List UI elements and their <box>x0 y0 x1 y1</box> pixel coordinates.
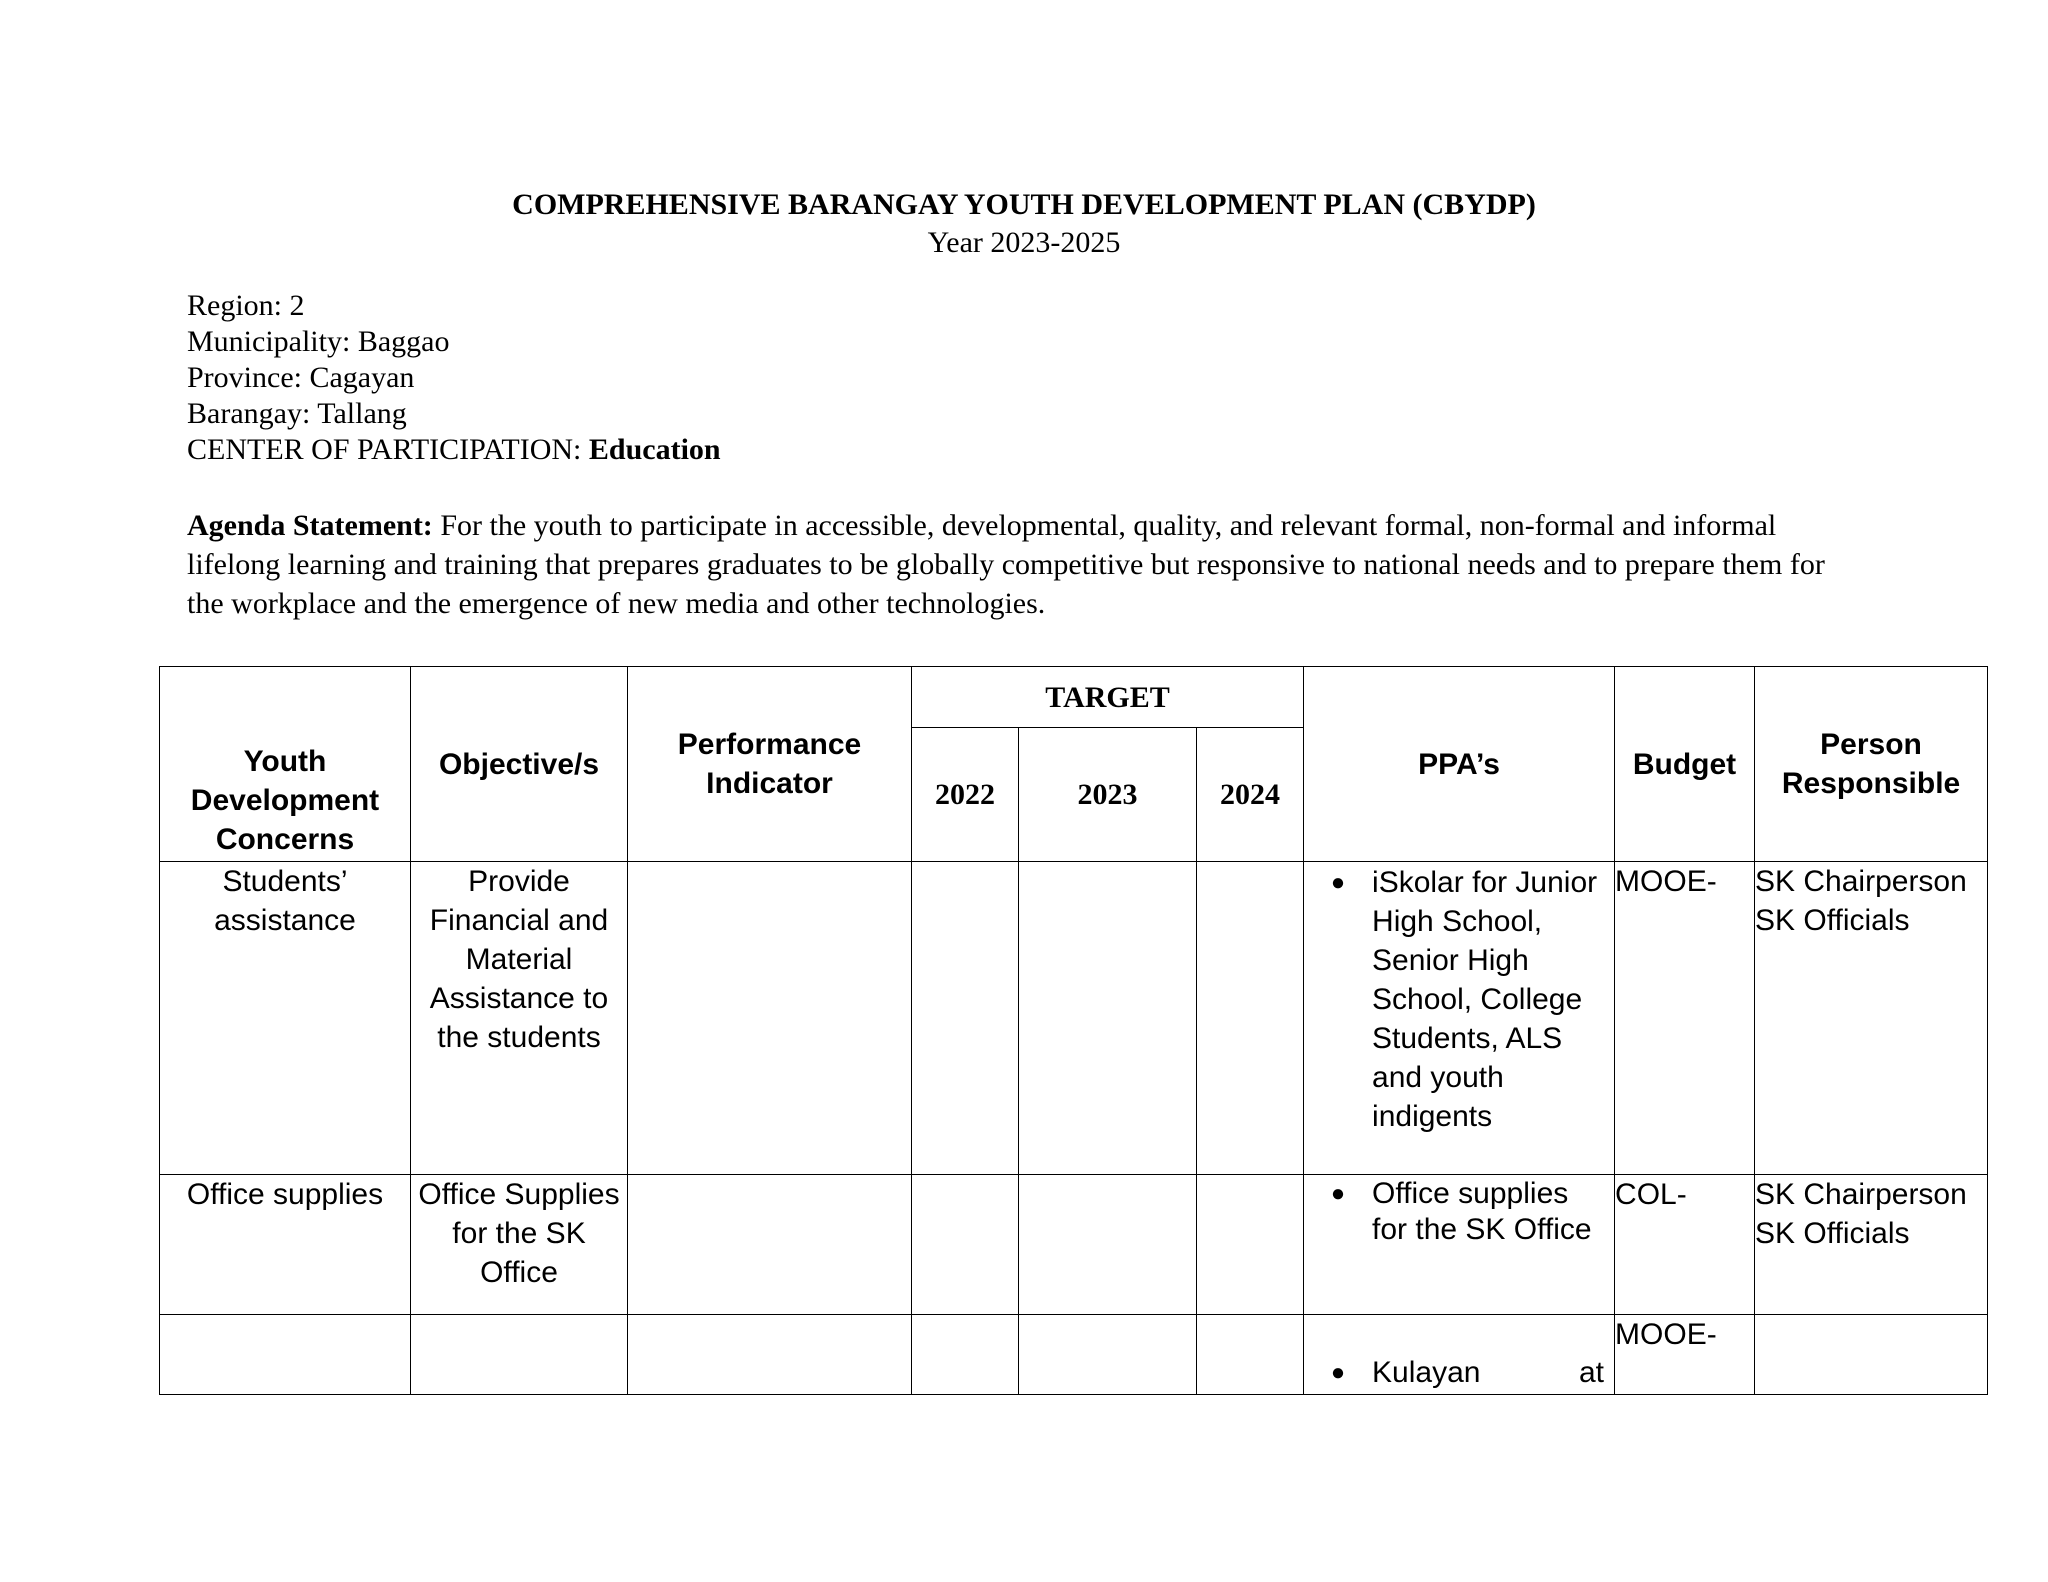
objective-cell: Provide Financial and Material Assistance to the students <box>411 862 628 1175</box>
header-year-2023: 2023 <box>1019 728 1197 862</box>
concern-cell: Students’ assistance <box>160 862 411 1175</box>
header-person-responsible: Person Responsible <box>1755 667 1988 862</box>
table-row <box>160 1315 1988 1395</box>
ppa-item <box>1304 1175 1614 1248</box>
province-line: Province: Cagayan <box>187 361 415 394</box>
header-year-2024: 2024 <box>1197 728 1304 862</box>
person-line: SK Officials <box>1755 904 1910 937</box>
indicator-cell <box>628 1175 912 1315</box>
concern-cell <box>160 1315 411 1395</box>
ppa-word: at <box>1579 1356 1605 1389</box>
target-2023-cell <box>1019 1315 1197 1395</box>
target-2024-cell <box>1197 1315 1304 1395</box>
agenda-label: Agenda Statement: <box>187 509 433 542</box>
header-target: TARGET <box>912 667 1304 728</box>
ppa-word: Kulayan <box>1372 1356 1481 1389</box>
document-title: COMPREHENSIVE BARANGAY YOUTH DEVELOPMENT PLAN (CBYDP) <box>512 188 1536 221</box>
header-budget: Budget <box>1615 667 1755 862</box>
center-of-participation-line <box>187 432 721 468</box>
region-line: Region: 2 <box>187 289 305 322</box>
barangay-line: Barangay: Tallang <box>187 397 407 430</box>
ppa-cell <box>1304 1315 1615 1395</box>
municipality-line: Municipality: Baggao <box>187 325 450 358</box>
agenda-text: For the youth to participate in accessible, developmental, quality, and relevant formal, non-formal and informal lifelong learning and training that prepares graduates to be globally competitive but responsive to national needs and to prepare them for the workplace and the emergence of new media and other technologies. <box>187 509 1825 620</box>
header-objectives: Objective/s <box>411 667 628 862</box>
center-label: CENTER OF PARTICIPATION: <box>187 433 589 466</box>
bullet-icon: ● <box>1330 1180 1346 1207</box>
ppa-item <box>1304 1352 1614 1394</box>
target-2023-cell <box>1019 1175 1197 1315</box>
bullet-icon: ● <box>1330 1359 1346 1386</box>
person-line: SK Officials <box>1755 1217 1910 1250</box>
person-line: SK Chairperson <box>1755 865 1967 898</box>
indicator-cell <box>628 1315 912 1395</box>
indicator-cell <box>628 862 912 1175</box>
person-cell <box>1755 862 1988 1175</box>
budget-cell: COL- <box>1615 1175 1755 1315</box>
table-row <box>160 862 1988 1175</box>
agenda-statement <box>187 506 1867 623</box>
target-2024-cell <box>1197 1175 1304 1315</box>
target-2022-cell <box>912 1315 1019 1395</box>
person-line: SK Chairperson <box>1755 1178 1967 1211</box>
target-2022-cell <box>912 862 1019 1175</box>
objective-cell <box>411 1315 628 1395</box>
target-2023-cell <box>1019 862 1197 1175</box>
ppa-text: Office supplies for the SK Office <box>1372 1177 1592 1246</box>
location-info <box>187 288 721 468</box>
target-2024-cell <box>1197 862 1304 1175</box>
header-row-1 <box>160 667 1988 728</box>
ppa-item <box>1304 862 1614 1136</box>
ppa-text <box>1372 1353 1614 1392</box>
bullet-icon: ● <box>1330 869 1346 896</box>
objective-cell: Office Supplies for the SK Office <box>411 1175 628 1315</box>
header-ppas: PPA’s <box>1304 667 1615 862</box>
ppa-cell <box>1304 862 1615 1175</box>
header-year-2022: 2022 <box>912 728 1019 862</box>
concern-cell: Office supplies <box>160 1175 411 1315</box>
ppa-text: iSkolar for Junior High School, Senior High School, College Students, ALS and youth indigents <box>1372 866 1598 1133</box>
header-performance-indicator: Performance Indicator <box>628 667 912 862</box>
target-2022-cell <box>912 1175 1019 1315</box>
budget-cell: MOOE- <box>1615 862 1755 1175</box>
person-cell <box>1755 1315 1988 1395</box>
person-cell <box>1755 1175 1988 1315</box>
table-row <box>160 1175 1988 1315</box>
cbydp-table <box>159 666 1988 1395</box>
header-youth-development-concerns: Youth Development Concerns <box>160 667 411 862</box>
document-subtitle: Year 2023-2025 <box>927 226 1121 259</box>
budget-cell: MOOE- <box>1615 1315 1755 1395</box>
ppa-cell <box>1304 1175 1615 1315</box>
center-value: Education <box>588 433 721 466</box>
